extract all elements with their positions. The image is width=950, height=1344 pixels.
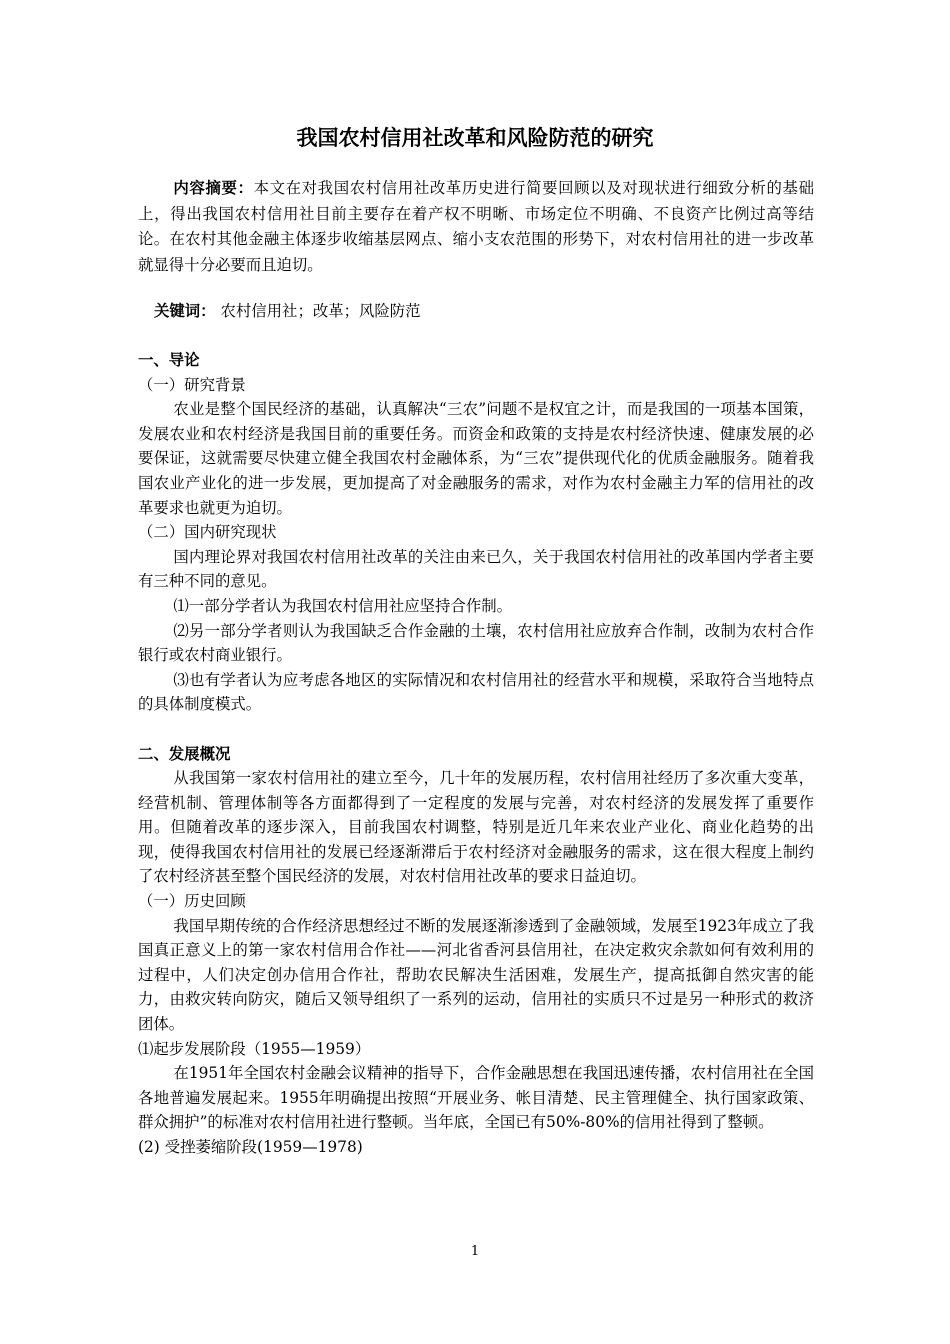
subsection-heading-history: （一）历史回顾 (138, 892, 246, 911)
paragraph-history: 我国早期传统的合作经济思想经过不断的发展逐渐渗透到了金融领域，发展至1923年成立了我国真正意义上的第一家农村信用合作社——河北省香河县信用社，在决定救灾余款如何有效利用的过程中，人们决定创办信用合作社，帮助农民解决生活困难，发展生产，提高抵御自然灾害的能力，由救灾转向防灾，随后又领导组织了一系列的运动，信用社的实质只不过是另一种形式的救济团体。 (138, 916, 814, 1034)
paragraph-view-1: ⑴一部分学者认为我国农村信用社应坚持合作制。 (173, 596, 513, 615)
stage-heading-initial: ⑴起步发展阶段（1955—1959） (138, 1039, 371, 1058)
page-number: 1 (470, 1244, 480, 1259)
section-heading-development: 二、发展概况 (138, 744, 231, 763)
section-spacer (138, 717, 814, 742)
paragraph-domestic-research: 国内理论界对我国农村信用社改革的关注由来已久，关于我国农村信用社的改革国内学者主要有三种不同的意见。 (138, 547, 814, 591)
abstract-text: 本文在对我国农村信用社改革历史进行简要回顾以及对现状进行细致分析的基础上，得出我国农村信用社目前主要存在着产权不明晰、市场定位不明确、不良资产比例过高等结论。在农村其他金融主体逐步收缩基层网点、缩小支农范围的形势下，对农村信用社的进一步改革就显得十分必要而且迫切。 (138, 179, 814, 274)
paragraph-development: 从我国第一家农村信用社的建立至今，几十年的发展历程，农村信用社经历了多次重大变革，经营机制、管理体制等各方面都得到了一定程度的发展与完善，对农村经济的发展发挥了重要作用。但随着改革的逐步深入，目前我国农村调整，特别是近几年来农业产业化、商业化趋势的出现，使得我国农村信用社的发展已经逐渐滞后于农村经济对金融服务的需求，这在很大程度上制约了农村经济甚至整个国民经济的发展，对农村信用社改革的要求日益迫切。 (138, 769, 814, 886)
keywords-text: 农村信用社；改革；风险防范 (220, 302, 421, 320)
subsection-heading-domestic-research: （二）国内研究现状 (138, 523, 277, 542)
paragraph-view-2: ⑵另一部分学者则认为我国缺乏合作金融的土壤，农村信用社应放弃合作制，改制为农村合作银行或农村商业银行。 (138, 621, 814, 665)
abstract-paragraph (138, 176, 814, 278)
keywords-label: 关键词： (154, 302, 216, 320)
abstract-label: 内容摘要： (173, 179, 254, 197)
document-body (138, 348, 814, 1160)
paragraph-view-3: ⑶也有学者认为应考虑各地区的实际情况和农村信用社的经营水平和规模，采取符合当地特点的具体制度模式。 (138, 670, 814, 714)
keywords-line (154, 298, 421, 324)
section-heading-introduction: 一、导论 (138, 351, 200, 369)
paragraph-background: 农业是整个国民经济的基础，认真解决“三农”问题不是权宜之计，而是我国的一项基本国策，发展农业和农村经济是我国目前的重要任务。而资金和政策的支持是农村经济快速、健康发展的必要保证，这就需要尽快建立健全我国农村金融体系，为“三农”提供现代化的优质金融服务。随着我国农业产业化的进一步发展，更加提高了对金融服务的需求，对作为农村金融主力军的信用社的改革要求也就更为迫切。 (138, 400, 814, 517)
stage-heading-setback: (2) 受挫萎缩阶段(1959—1978) (138, 1138, 363, 1156)
document-title: 我国农村信用社改革和风险防范的研究 (296, 126, 654, 150)
paragraph-stage-initial: 在1951年全国农村金融会议精神的指导下，合作金融思想在我国迅速传播，农村信用社在全国各地普遍发展起来。1955年明确提出按照“开展业务、帐目清楚、民主管理健全、执行国家政策、群众拥护”的标准对农村信用社进行整顿。当年底，全国已有50%-80%的信用社得到了整顿。 (138, 1064, 814, 1132)
subsection-heading-background: （一）研究背景 (138, 375, 246, 394)
